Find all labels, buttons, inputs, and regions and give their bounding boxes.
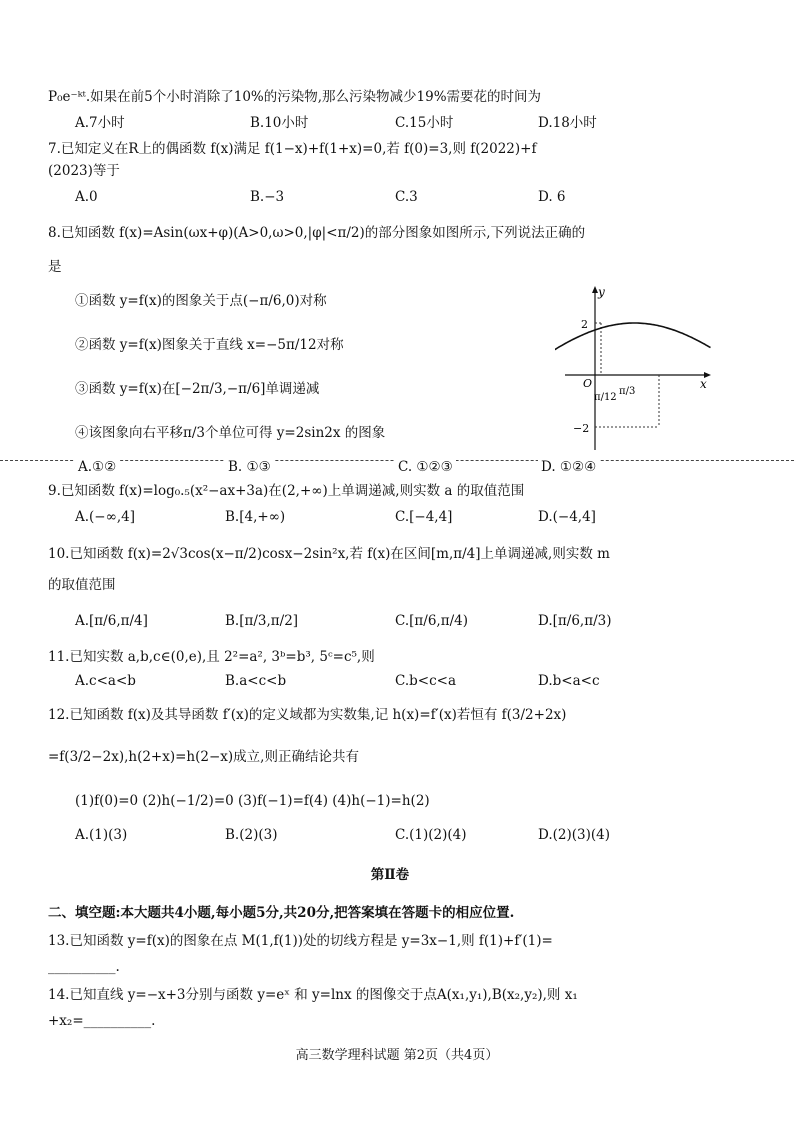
q6-option-a: A.7小时 (75, 115, 125, 131)
q10-option-b: B.[π/3,π/2] (225, 613, 299, 629)
q8-statement-4: ④该图象向右平移π/3个单位可得 y=2sin2x 的图象 (75, 425, 386, 441)
question-8-stem: 8.已知函数 f(x)=Asin(ωx+φ)(A>0,ω>0,|φ|<π/2)的部分图象如图所示,下列说法正确的 (48, 225, 586, 241)
q8-statement-1: ①函数 y=f(x)的图象关于点(−π/6,0)对称 (75, 293, 327, 309)
q8-statement-2: ②函数 y=f(x)图象关于直线 x=−5π/12对称 (75, 337, 344, 353)
question-11-stem: 11.已知实数 a,b,c∈(0,e),且 2²=a², 3ᵇ=b³, 5ᶜ=c⁵,则 (48, 649, 375, 665)
q11-option-b: B.a<c<b (225, 673, 287, 689)
sine-curve (555, 323, 711, 371)
q10-option-c: C.[π/6,π/4) (395, 613, 468, 629)
q8-option-c: C. ①②③ (395, 458, 456, 476)
question-14-stem: 14.已知直线 y=−x+3分别与函数 y=eˣ 和 y=lnx 的图像交于点A(x₁,y₁),B(x₂,y₂),则 x₁ (48, 987, 578, 1003)
question-6-stem-end: P₀e⁻ᵏᵗ.如果在前5个小时消除了10%的污染物,那么污染物减少19%需要花的时间为 (48, 89, 542, 105)
page-footer: 高三数学理科试题 第2页（共4页） (295, 1048, 499, 1063)
question-8-stem-cont: 是 (48, 259, 62, 275)
q9-option-d: D.(−4,4] (538, 509, 596, 525)
q12-conclusions: (1)f(0)=0 (2)h(−1/2)=0 (3)f(−1)=f(4) (4)h(−1)=h(2) (75, 793, 430, 809)
question-7-stem-cont: (2023)等于 (48, 163, 120, 179)
q9-option-c: C.[−4,4] (395, 509, 453, 525)
q8-option-d: D. ①②④ (538, 458, 599, 476)
q9-option-b: B.[4,+∞) (225, 509, 286, 525)
q7-option-a: A.0 (75, 189, 98, 205)
question-10-stem-cont: 的取值范围 (48, 577, 116, 593)
y-axis-label: y (598, 285, 605, 299)
question-13-stem: 13.已知函数 y=f(x)的图象在点 M(1,f(1))处的切线方程是 y=3x−1,则 f(1)+f′(1)= (48, 933, 553, 949)
question-13-blank: __________. (48, 959, 120, 975)
question-12-stem: 12.已知函数 f(x)及其导函数 f′(x)的定义域都为实数集,记 h(x)=f′(x)若恒有 f(3/2+2x) (48, 707, 567, 723)
q7-option-c: C.3 (395, 189, 418, 205)
question-12-stem-cont: =f(3/2−2x),h(2+x)=h(2−x)成立,则正确结论共有 (48, 749, 359, 765)
q6-option-c: C.15小时 (395, 115, 454, 131)
q11-option-c: C.b<c<a (395, 673, 457, 689)
q6-option-d: D.18小时 (538, 115, 597, 131)
q12-option-c: C.(1)(2)(4) (395, 827, 467, 843)
q12-option-d: D.(2)(3)(4) (538, 827, 611, 843)
tick-pi-12-label: π/12 (594, 392, 617, 403)
q6-option-b: B.10小时 (250, 115, 309, 131)
q11-option-d: D.b<a<c (538, 673, 600, 689)
volume-heading: 第Ⅱ卷 (370, 867, 410, 883)
q12-option-a: A.(1)(3) (75, 827, 128, 843)
tick-pi-3-label: π/3 (619, 386, 636, 397)
q8-option-a: A.①② (75, 458, 119, 476)
q7-option-d: D. 6 (538, 189, 566, 205)
q8-option-b: B. ①③ (225, 458, 274, 476)
origin-label: O (583, 377, 593, 390)
question-9-stem: 9.已知函数 f(x)=log₀.₅(x²−ax+3a)在(2,+∞)上单调递减,则实数 a 的取值范围 (48, 483, 525, 499)
question-10-stem: 10.已知函数 f(x)=2√3cos(x−π/2)cosx−2sin²x,若 f(x)在区间[m,π/4]上单调递减,则实数 m (48, 546, 610, 562)
q11-option-a: A.c<a<b (75, 673, 136, 689)
x-axis-label: x (700, 377, 707, 391)
q10-option-a: A.[π/6,π/4] (75, 613, 148, 629)
q7-option-b: B.−3 (250, 189, 285, 205)
max-value-label: 2 (581, 318, 588, 331)
q10-option-d: D.[π/6,π/3) (538, 613, 612, 629)
q12-option-b: B.(2)(3) (225, 827, 278, 843)
question-14-stem-cont: +x₂=__________. (48, 1013, 156, 1029)
section-2-heading: 二、填空题:本大题共4小题,每小题5分,共20分,把答案填在答题卡的相应位置. (48, 905, 515, 921)
q8-statement-3: ③函数 y=f(x)在[−2π/3,−π/6]单调递减 (75, 381, 320, 397)
min-value-label: −2 (573, 422, 590, 435)
q9-option-a: A.(−∞,4] (75, 509, 136, 525)
sine-graph (555, 280, 715, 452)
question-7-stem: 7.已知定义在R上的偶函数 f(x)满足 f(1−x)+f(1+x)=0,若 f(0)=3,则 f(2022)+f (48, 141, 537, 157)
